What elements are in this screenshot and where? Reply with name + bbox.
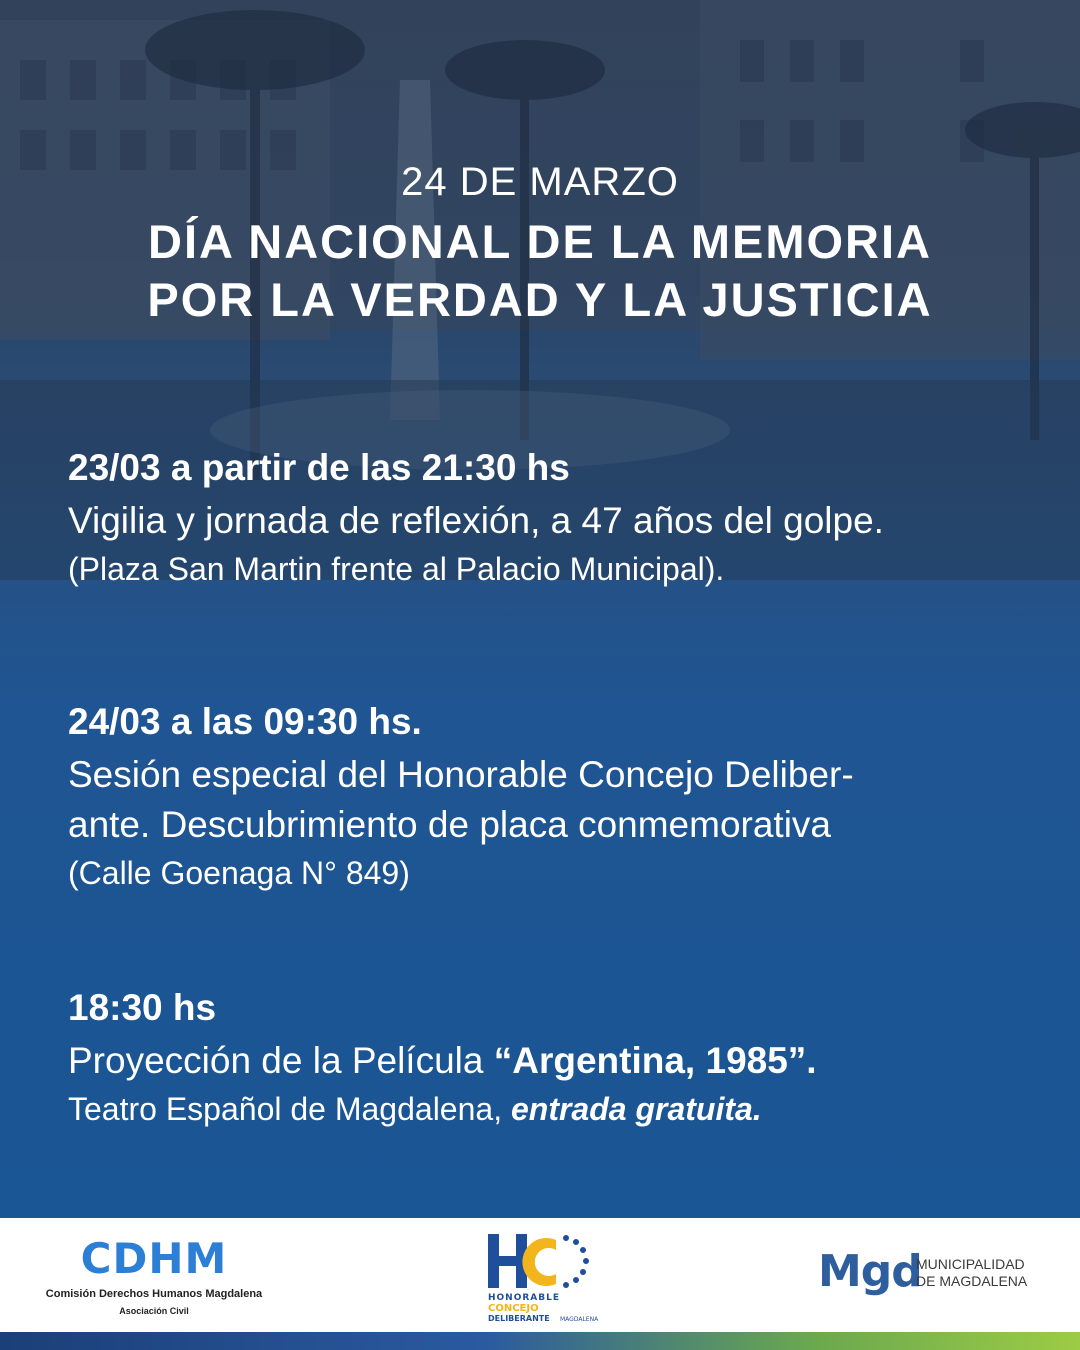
event-description-text: Proyección de la Película	[68, 1040, 494, 1081]
free-entry-text: entrada gratuita.	[510, 1091, 762, 1127]
hcd-text-magdalena: MAGDALENA	[560, 1316, 599, 1323]
event-time: 23/03 a partir de las 21:30 hs	[68, 447, 570, 488]
venue-text: Teatro Español de Magdalena,	[68, 1091, 511, 1127]
event-description-line-1: Sesión especial del Honorable Concejo Deliber-	[68, 754, 854, 795]
hcd-text-concejo: CONCEJO	[488, 1303, 539, 1314]
cdhm-logo	[44, 1236, 264, 1316]
title-line-2: POR LA VERDAD Y LA JUSTICIA	[147, 273, 933, 326]
date-heading: 24 DE MARZO	[401, 160, 679, 204]
mgd-name-line-2: DE MAGDALENA	[916, 1273, 1028, 1289]
event-time: 24/03 a las 09:30 hs.	[68, 701, 422, 742]
event-location: (Calle Goenaga N° 849)	[68, 855, 410, 891]
mgd-name-line-1: MUNICIPALIDAD	[916, 1256, 1025, 1272]
municipalidad-logo	[818, 1246, 1048, 1306]
event-time: 18:30 hs	[68, 987, 217, 1028]
film-title: “Argentina, 1985”.	[493, 1040, 817, 1081]
event-session	[68, 700, 1028, 896]
footer-color-stripe	[0, 1332, 1080, 1350]
event-description	[68, 1036, 1028, 1086]
cdhm-subtitle: Asociación Civil	[119, 1306, 189, 1316]
event-description: Vigilia y jornada de reflexión, a 47 años del golpe.	[68, 500, 884, 541]
footer-logos	[0, 1218, 1080, 1332]
cdhm-wordmark: CDHM	[80, 1234, 228, 1283]
hcd-text-deliberante: DELIBERANTE	[488, 1314, 550, 1323]
event-vigil	[68, 446, 1028, 592]
event-location: (Plaza San Martin frente al Palacio Municipal).	[68, 551, 725, 587]
hcd-logo	[486, 1230, 602, 1326]
mgd-name	[916, 1256, 1027, 1290]
header	[0, 160, 1080, 329]
mgd-wordmark: Mgd	[818, 1246, 922, 1297]
event-location	[68, 1086, 1028, 1132]
event-description-line-2: ante. Descubrimiento de placa conmemorativa	[68, 804, 831, 845]
cdhm-name: Comisión Derechos Humanos Magdalena	[45, 1288, 263, 1300]
hcd-text-honorable: HONORABLE	[488, 1293, 561, 1303]
title-line-1: DÍA NACIONAL DE LA MEMORIA	[148, 215, 932, 268]
event-screening	[68, 986, 1028, 1132]
